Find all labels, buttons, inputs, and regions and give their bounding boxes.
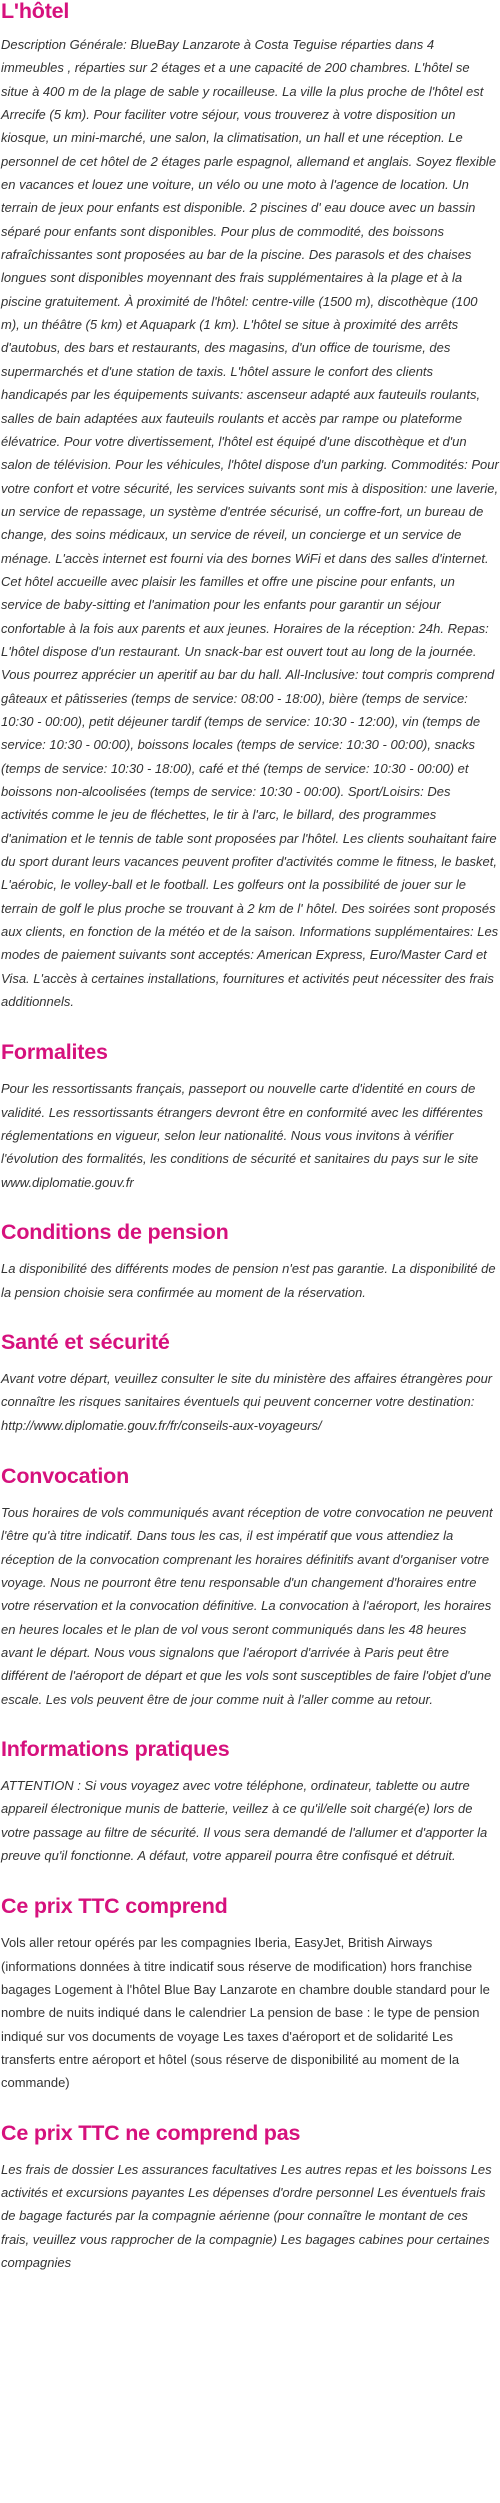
informations-pratiques-section bbox=[1, 1736, 500, 1867]
prix-comprend-section bbox=[1, 1893, 500, 2094]
hotel-section bbox=[1, 0, 500, 1013]
prix-comprend-section-title: Ce prix TTC comprend bbox=[1, 1894, 228, 1919]
hotel-section-title: L'hôtel bbox=[1, 0, 70, 23]
formalites-section bbox=[1, 1039, 500, 1194]
convocation-section bbox=[1, 1463, 500, 1711]
informations-pratiques-section-body: ATTENTION : Si vous voyagez avec votre téléphone, ordinateur, tablette ou autre appareil électronique munis de batterie, veillez à ce qu'il/elle soit chargé(e) lors de votre passage au filtre de sécurité. Il vous sera demandé de l'allumer et d'apporter la preuve qu'il fonctionne. A défaut, votre appareil pourra être confisqué et détruit. bbox=[1, 1777, 488, 1863]
formalites-section-body: Pour les ressortissants français, passeport ou nouvelle carte d'identité en cours de validité. Les ressortissants étrangers devront être en conformité avec les différentes réglementations en vigueur, selon leur nationalité. Nous vous invitons à vérifier l'évolution des formalités, les conditions de sécurité et sanitaires du pays sur le site www.diplomatie.gouv.fr bbox=[1, 1081, 483, 1190]
pension-section bbox=[1, 1219, 500, 1304]
hotel-section-body: Description Générale: BlueBay Lanzarote à Costa Teguise réparties dans 4 immeubles , réparties sur 2 étages et a une capacité de 200 chambres. L'hôtel se situe à 400 m de la plage de sable y rocailleuse. La ville la plus proche de l'hôtel est Arrecife (5 km). Pour faciliter votre séjour, vous trouverez à votre disposition un kiosque, un mini-marché, une salon, la climatisation, un hall et une réception. Le personnel de cet hôtel de 2 étages parle espagnol, allemand et anglais. Soyez flexible en vacances et louez une voiture, un vélo ou une moto à l'agence de location. Un terrain de jeux pour enfants est disponible. 2 piscines d' eau douce avec un bassin séparé pour enfants sont disponibles. Pour plus de commodité, des boissons rafraîchissantes sont proposées au bar de la piscine. Des parasols et des chaises longues sont disponibles moyennant des frais supplémentaires à la plage et à la piscine gratuitement. À proximité de l'hôtel: centre-ville (1500 m), discothèque (100 m), un théâtre (5 km) et Aquapark (1 km). L'hôtel se situe à proximité des arrêts d'autobus, des bars et restaurants, des magasins, d'un office de tourisme, des supermarchés et d'une station de taxis. L'hôtel assure le confort des clients handicapés par les équipements suivants: ascenseur adapté aux fauteuils roulants, salles de bain adaptées aux fauteuils roulants et accès par rampe ou plateforme élévatrice. Pour votre divertissement, l'hôtel est équipé d'une discothèque et d'un salon de télévision. Pour les véhicules, l'hôtel dispose d'un parking. Commodités: Pour votre confort et votre sécurité, les services suivants sont mis à disposition: une laverie, un service de repassage, un système d'entrée sécurisé, un coffre-fort, un bureau de change, des soins médicaux, un service de réveil, un concierge et un service de ménage. L'accès internet est fourni via des bornes WiFi et dans des salles d'internet. Cet hôtel accueille avec plaisir les familles et offre une piscine pour enfants, un service de baby-sitting et l'animation pour les enfants pour garantir un séjour confortable à la fois aux parents et aux jeunes. Horaires de la réception: 24h. Repas: L'hôtel dispose d'un restaurant. Un snack-bar est ouvert tout au long de la journée. Vous pourrez apprécier un aperitif au bar du hall. All-Inclusive: tout compris comprend gâteaux et pâtisseries (temps de service: 08:00 - 18:00), bière (temps de service: 10:30 - 00:00), petit déjeuner tardif (temps de service: 10:30 - 12:00), vin (temps de service: 10:30 - 00:00), boissons locales (temps de service: 10:30 - 00:00), snacks (temps de service: 10:30 - 18:00), café et thé (temps de service: 10:30 - 00:00) et boissons non-alcoolisées (temps de service: 10:30 - 00:00). Sport/Loisirs: Des activités comme le jeu de fléchettes, le tir à l'arc, le billard, des programmes d'animation et le tennis de table sont proposées par l'hôtel. Les clients souhaitant faire du sport durant leurs vacances peuvent profiter d'activités comme le fitness, le basket, L'aérobic, le volley-ball et le football. Les golfeurs ont la possibilité de jouer sur le terrain de golf le plus proche se trouvant à 2 km de l' hôtel. Des soirées sont proposés aux clients, en fonction de la météo et de la saison. Informations supplémentaires: Les modes de paiement suivants sont acceptés: American Express, Euro/Master Card et Visa. L'accès à certaines installations, fournitures et activités peut nécessiter des frais additionnels. bbox=[1, 37, 499, 1010]
sante-securite-section-title: Santé et sécurité bbox=[1, 1329, 170, 1354]
pension-section-title: Conditions de pension bbox=[1, 1220, 229, 1245]
convocation-section-body: Tous horaires de vols communiqués avant réception de votre convocation ne peuvent l'être qu'à titre indicatif. Dans tous les cas, il est impératif que vous attendiez la réception de la convocation comprenant les horaires définitifs avant d'organiser votre voyage. Nous ne pourront être tenu responsable d'un changement d'horaires entre votre réservation et la convocation définitive. La convocation à l'aéroport, les horaires en heures locales et le plan de vol vous seront communiqués dans les 48 heures avant le départ. Nous vous signalons que l'aéroport d'arrivée à Paris peut être différent de l'aéroport de départ et que les vols sont susceptibles de faire l'objet d'une escale. Les vols peuvent être de jour comme nuit à l'aller comme au retour. bbox=[1, 1504, 493, 1707]
informations-pratiques-section-title: Informations pratiques bbox=[1, 1736, 230, 1761]
pension-section-body: La disponibilité des différents modes de pension n'est pas garantie. La disponibilité de la pension choisie sera confirmée au moment de la réservation. bbox=[1, 1261, 496, 1300]
formalites-section-title: Formalites bbox=[1, 1040, 108, 1065]
sante-securite-section-body: Avant votre départ, veuillez consulter le site du ministère des affaires étrangères pour connaître les risques sanitaires éventuels qui peuvent concerner votre destination: http://www.diplomatie.gouv.fr/fr/conseils-aux-voyageurs/ bbox=[1, 1370, 493, 1433]
prix-comprend-section-body: Vols aller retour opérés par les compagnies Iberia, EasyJet, British Airways (informations données à titre indicatif sous réserve de modification) hors franchise bagages Logement à l'hôtel Blue Bay Lanzarote en chambre double standard pour le nombre de nuits indiqué dans le calendrier La pension de base : le type de pension indiqué sur vos documents de voyage Les taxes d'aéroport et de solidarité Les transferts entre aéroport et hôtel (sous réserve de disponibilité au moment de la commande) bbox=[1, 1935, 490, 2091]
convocation-section-title: Convocation bbox=[1, 1463, 129, 1488]
prix-ne-comprend-pas-section bbox=[1, 2120, 500, 2275]
sante-securite-section bbox=[1, 1329, 500, 1437]
prix-ne-comprend-pas-section-title: Ce prix TTC ne comprend pas bbox=[1, 2120, 301, 2145]
prix-ne-comprend-pas-section-body: Les frais de dossier Les assurances facultatives Les autres repas et les boissons Les activités et excursions payantes Les dépenses d'ordre personnel Les éventuels frais de bagage facturés par la compagnie aérienne (pour connaître le montant de ces frais, veuillez vous rapprocher de la compagnie) Les bagages cabines pour certaines compagnies bbox=[1, 2161, 492, 2271]
